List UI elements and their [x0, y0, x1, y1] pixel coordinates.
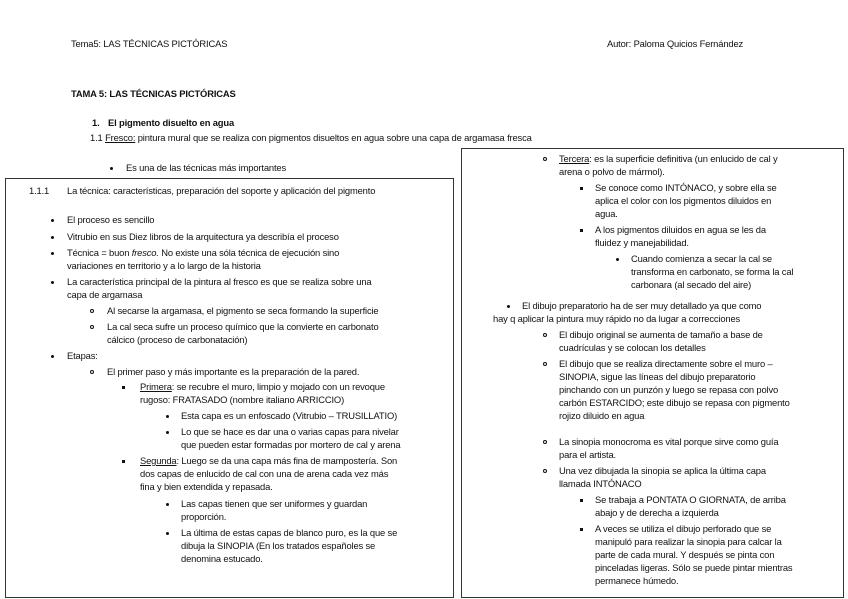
section-heading: El pigmento disuelto en agua	[108, 117, 235, 128]
header-left: Tema5: LAS TÉCNICAS PICTÓRICAS	[71, 38, 228, 49]
list-item-cont: dibuja la SINOPIA (En los tratados españoles se	[181, 540, 376, 551]
list-item-cont: parte de cada mural. Y después se pinta con	[595, 549, 775, 560]
list-item-cont: para el artista.	[559, 449, 617, 460]
circle-bullet	[543, 157, 547, 161]
right-box	[461, 148, 844, 598]
circle-bullet	[90, 325, 94, 329]
circle-bullet	[543, 333, 547, 337]
list-item: Técnica = buon fresco. No existe una sóla técnica de ejecución sino	[67, 247, 340, 258]
list-item-cont: dos capas de enlucido de cal con una de arena cada vez más	[140, 468, 389, 479]
list-item: La sinopia monocroma es vital porque sirve como guía	[559, 436, 779, 447]
circle-bullet	[543, 469, 547, 473]
list-item: El dibujo preparatorio ha de ser muy detallado ya que como	[522, 300, 762, 311]
list-item-cont: carbonara (al secado del aire)	[631, 279, 752, 290]
list-item: El primer paso y más importante es la preparación de la pared.	[107, 366, 360, 377]
list-item: Al secarse la argamasa, el pigmento se seca formando la superficie	[107, 305, 379, 316]
list-item-cont: capa de argamasa	[67, 289, 143, 300]
list-item: El dibujo que se realiza directamente sobre el muro –	[559, 358, 773, 369]
circle-bullet	[90, 309, 94, 313]
list-item-cont: carbón ESTARCIDO; este dibujo se repasa con pigmento	[559, 397, 790, 408]
square-bullet	[580, 499, 583, 502]
list-item: Segunda: Luego se da una capa más fina de mampostería. Son	[140, 455, 398, 466]
list-item-cont: SINOPIA, sigue las líneas del dibujo preparatorio	[559, 371, 756, 382]
list-item-cont: arena o polvo de mármol).	[559, 166, 665, 177]
header-right: Autor: Paloma Quicios Fernández	[607, 38, 744, 49]
subsection-number: 1.1	[90, 132, 103, 143]
list-item: La última de estas capas de blanco puro, es la que se	[181, 527, 398, 538]
list-item: A veces se utiliza el dibujo perforado que se	[595, 523, 772, 534]
square-bullet	[580, 229, 583, 232]
square-bullet	[580, 187, 583, 190]
list-item: A los pigmentos diluidos en agua se les da	[595, 224, 766, 235]
list-item-cont: que pueden estar formadas por mortero de cal y arena	[181, 439, 401, 450]
list-item: La cal seca sufre un proceso químico que la convierte en carbonato	[107, 321, 379, 332]
list-item-cont: permanece húmedo.	[595, 575, 679, 586]
section-number: 1.	[92, 117, 100, 128]
list-item-cont: cálcico (proceso de carbonatación)	[107, 334, 248, 345]
list-item-cont: pinchando con un punzón y luego se repasa con polvo	[559, 384, 779, 395]
left-box-heading: La técnica: características, preparación del soporte y aplicación del pigmento	[67, 185, 376, 196]
bullet-dot	[616, 258, 619, 261]
square-bullet	[122, 460, 125, 463]
square-bullet	[580, 528, 583, 531]
square-bullet	[122, 386, 125, 389]
bullet-dot	[166, 532, 169, 535]
list-item-cont: fina y bien extendida y repasada.	[140, 481, 273, 492]
page-title: TAMA 5: LAS TÉCNICAS PICTÓRICAS	[71, 88, 236, 99]
bullet-dot	[507, 305, 510, 308]
left-box	[5, 178, 454, 598]
list-item: El proceso es sencillo	[67, 214, 155, 225]
subsection-term: Fresco:	[105, 132, 136, 143]
bullet-dot	[166, 503, 169, 506]
list-item: La característica principal de la pintura al fresco es que se realiza sobre una	[67, 276, 372, 287]
bullet-dot	[51, 252, 54, 255]
list-item-cont: rojizo diluido en agua	[559, 410, 645, 421]
list-item: Tercera: es la superficie definitiva (un enlucido de cal y	[559, 153, 778, 164]
bullet-dot	[110, 167, 113, 170]
list-item-cont: transforma en carbonato, se forma la cal	[631, 266, 794, 277]
list-item: Cuando comienza a secar la cal se	[631, 253, 772, 264]
list-item: Se conoce como INTÓNACO, y sobre ella se	[595, 182, 777, 193]
subsection-line	[90, 132, 532, 143]
bullet-dot	[51, 236, 54, 239]
list-item: Lo que se hace es dar una o varias capas para nivelar	[181, 426, 399, 437]
list-item: Esta capa es un enfoscado (Vitrubio – TRUSILLATIO)	[181, 410, 398, 421]
list-item-cont: rugoso: FRATASADO (nombre italiano ARRICCIO)	[140, 394, 345, 405]
circle-bullet	[543, 440, 547, 444]
intro-bullet-text: Es una de las técnicas más importantes	[126, 162, 287, 173]
list-item-cont: agua.	[595, 208, 618, 219]
list-item: El dibujo original se aumenta de tamaño a base de	[559, 329, 763, 340]
list-item-cont: denomina estucado.	[181, 553, 263, 564]
list-item-cont: hay q aplicar la pintura muy rápido no da lugar a correcciones	[493, 313, 741, 324]
list-item-cont: pinceladas ligeras. Sólo se puede pintar mientras	[595, 562, 793, 573]
bullet-dot	[51, 219, 54, 222]
list-item: Vitrubio en sus Diez libros de la arquitectura ya describía el proceso	[67, 231, 339, 242]
circle-bullet	[543, 362, 547, 366]
list-item-cont: llamada INTÓNACO	[559, 478, 642, 489]
list-item: Las capas tienen que ser uniformes y guardan	[181, 498, 368, 509]
subsection-text: pintura mural que se realiza con pigmentos disueltos en agua sobre una capa de argamasa fresca	[135, 132, 532, 143]
list-item-cont: fluidez y manejabilidad.	[595, 237, 689, 248]
left-box-heading-number: 1.1.1	[29, 185, 50, 196]
bullet-dot	[166, 415, 169, 418]
list-item-cont: cuadrículas y se colocan los detalles	[559, 342, 706, 353]
circle-bullet	[90, 370, 94, 374]
list-item-cont: variaciones en territorio y a lo largo de la historia	[67, 260, 261, 271]
bullet-dot	[51, 281, 54, 284]
list-item: Una vez dibujada la sinopia se aplica la última capa	[559, 465, 766, 476]
list-item: Se trabaja a PONTATA O GIORNATA, de arriba	[595, 494, 786, 505]
list-item-cont: abajo y de derecha a izquierda	[595, 507, 719, 518]
bullet-dot	[51, 355, 54, 358]
bullet-dot	[166, 431, 169, 434]
list-item-cont: manipuló para realizar la sinopia para calcar la	[595, 536, 782, 547]
list-item-cont: aplica el color con los pigmentos diluidos en	[595, 195, 772, 206]
list-item: Primera: se recubre el muro, limpio y mojado con un revoque	[140, 381, 385, 392]
list-item: Etapas:	[67, 350, 98, 361]
list-item-cont: proporción.	[181, 511, 227, 522]
